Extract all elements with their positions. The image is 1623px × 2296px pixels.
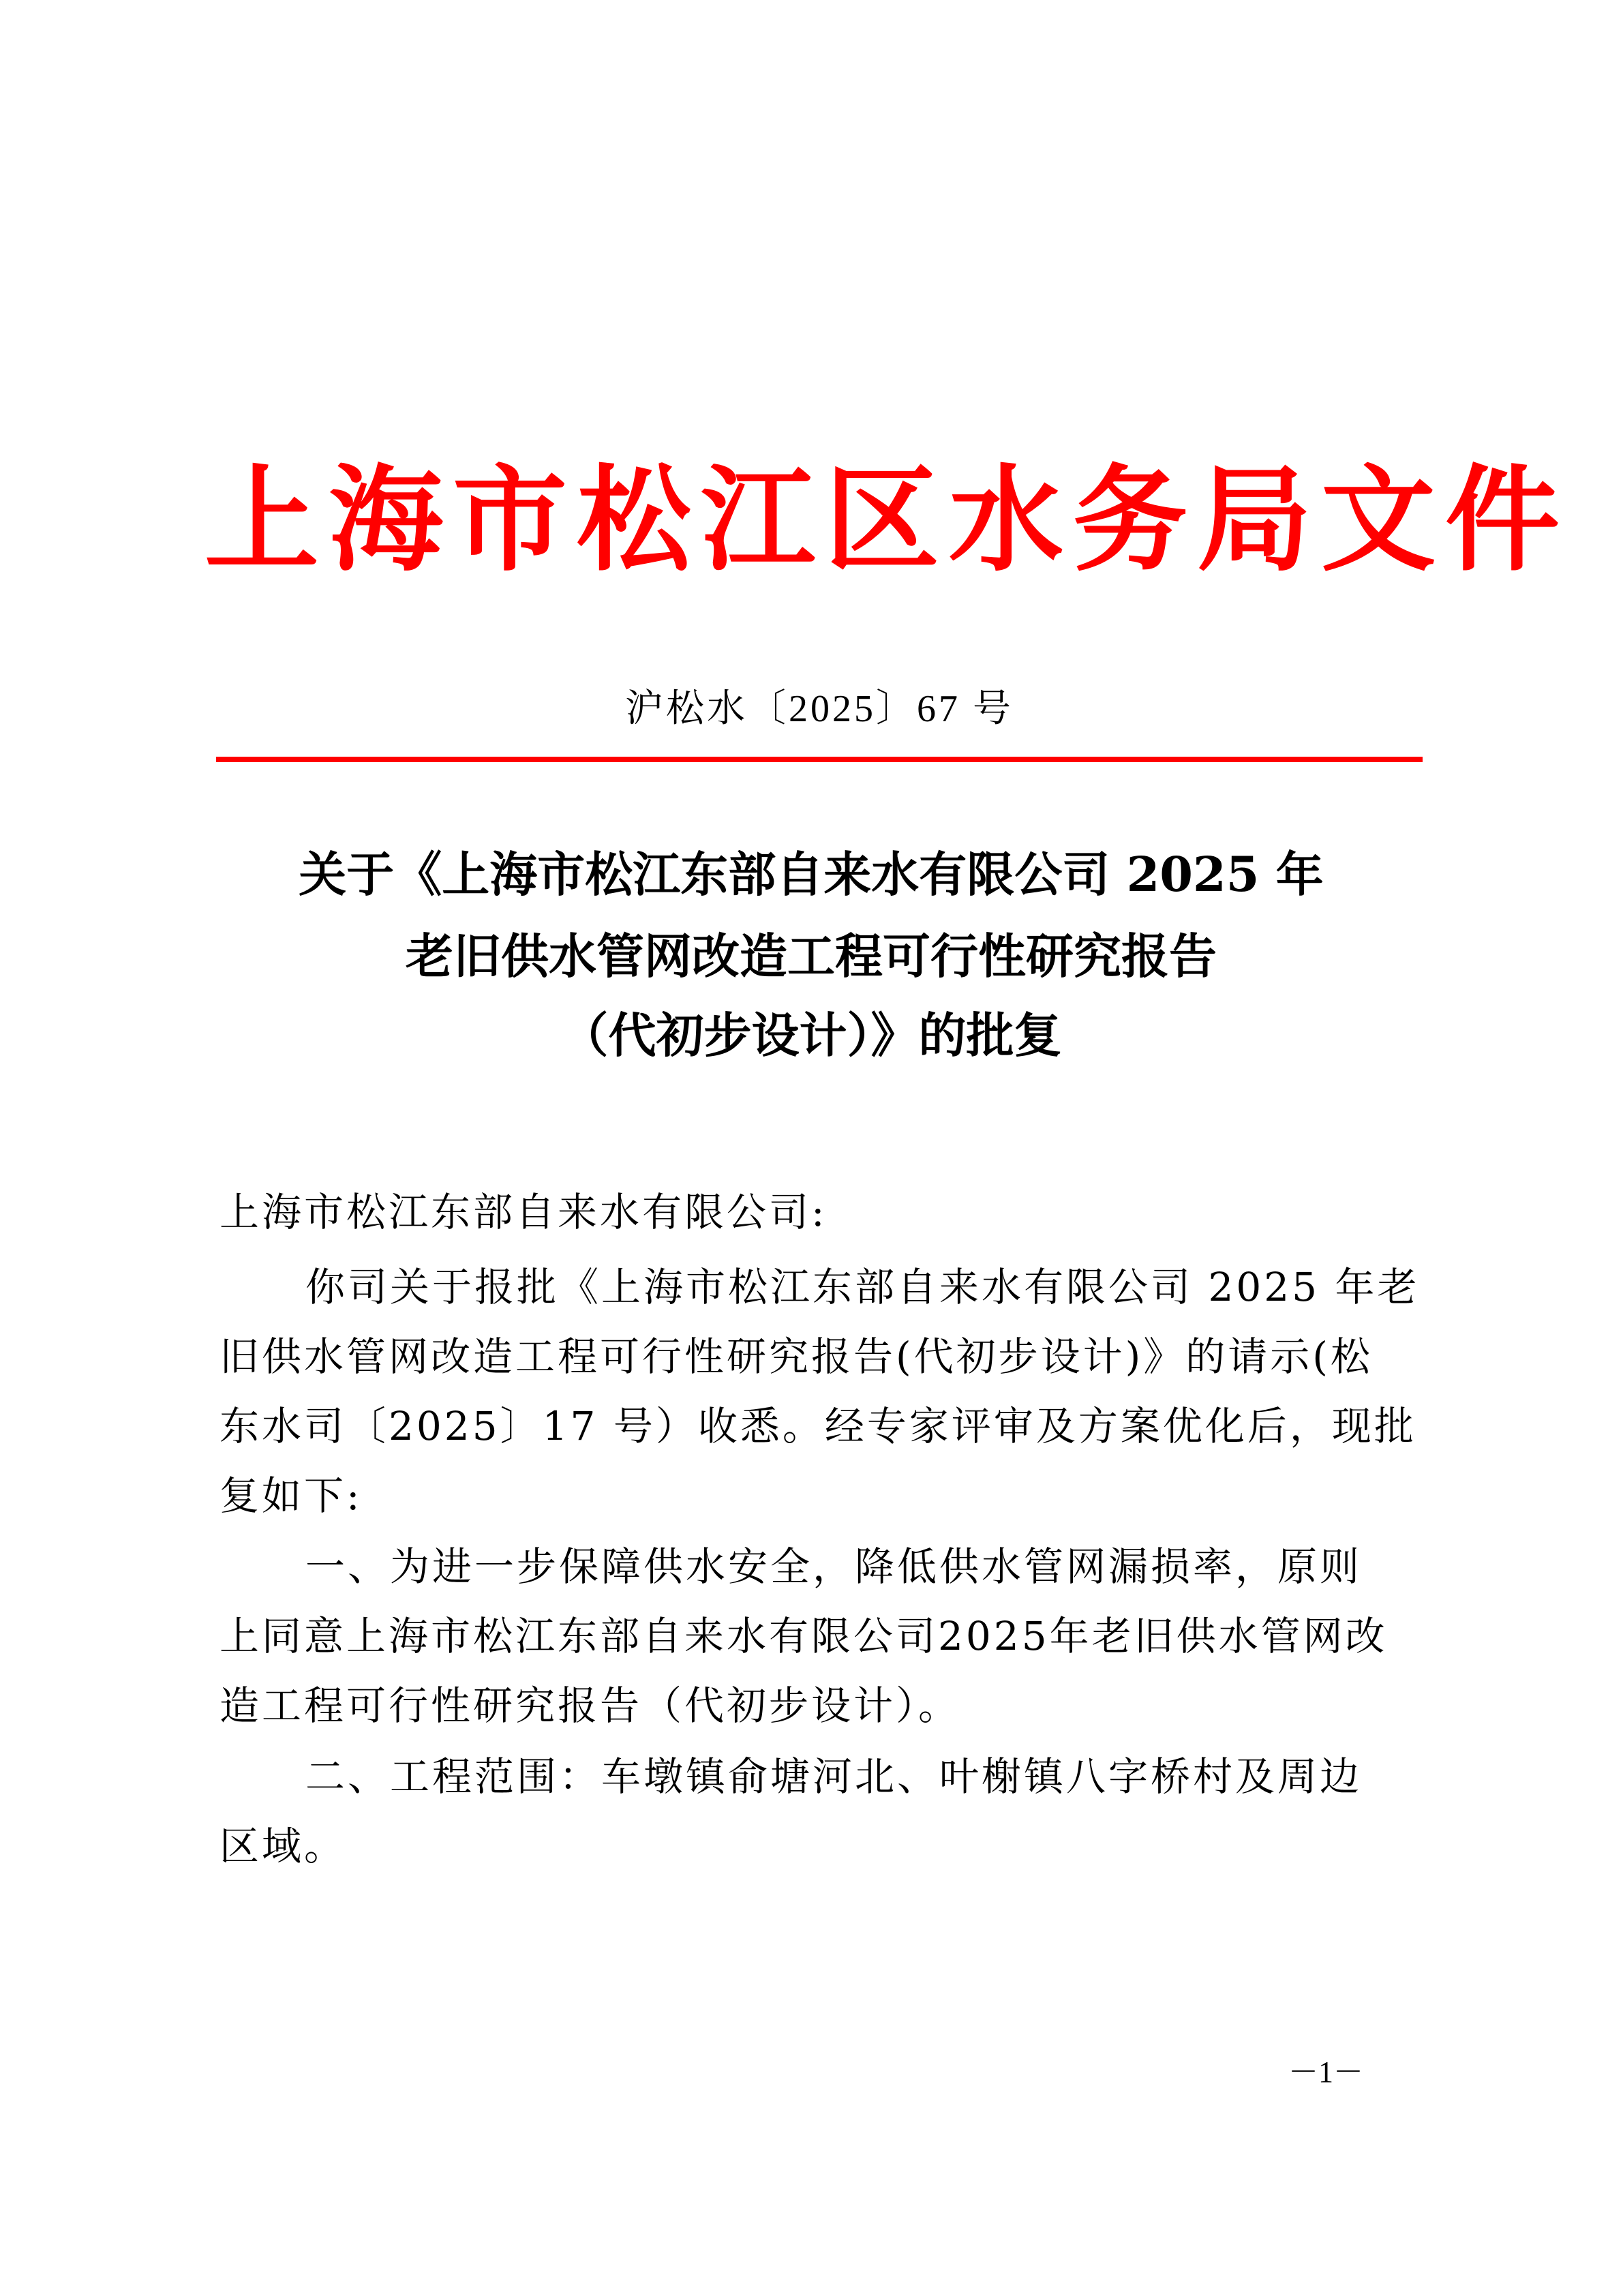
body-paragraph-line: 二、工程范围：车墩镇俞塘河北、叶榭镇八字桥村及周边: [305, 1753, 1363, 1800]
document-title-line-1: 关于《上海市松江东部自来水有限公司 2025 年: [299, 846, 1324, 903]
document-number: 沪松水〔2025〕67 号: [625, 688, 1014, 730]
body-paragraph-line: 造工程可行性研究报告（代初步设计）。: [219, 1682, 961, 1729]
body-paragraph-line: 旧供水管网改造工程可行性研究报告(代初步设计)》的请示(松: [219, 1333, 1373, 1380]
document-title-line-3: （代初步设计）》的批复: [560, 1007, 1062, 1063]
body-paragraph-line: 一、为进一步保障供水安全，降低供水管网漏损率，原则: [305, 1543, 1363, 1590]
page-number: －1－: [1288, 2055, 1363, 2089]
body-paragraph-line: 你司关于报批《上海市松江东部自来水有限公司 2025 年老: [305, 1264, 1420, 1310]
addressee: 上海市松江东部自来水有限公司:: [219, 1189, 828, 1235]
body-paragraph-line: 上同意上海市松江东部自来水有限公司2025年老旧供水管网改: [219, 1613, 1388, 1659]
document-title-line-2: 老旧供水管网改造工程可行性研究报告: [406, 928, 1217, 984]
body-paragraph-line: 区域。: [219, 1823, 347, 1869]
issuer-header-title: 上海市松江区水务局文件: [204, 452, 1569, 587]
red-divider-rule: [216, 757, 1423, 762]
body-paragraph-line: 复如下:: [219, 1472, 363, 1519]
body-paragraph-line: 东水司〔2025〕17 号）收悉。经专家评审及方案优化后，现批: [219, 1403, 1416, 1449]
